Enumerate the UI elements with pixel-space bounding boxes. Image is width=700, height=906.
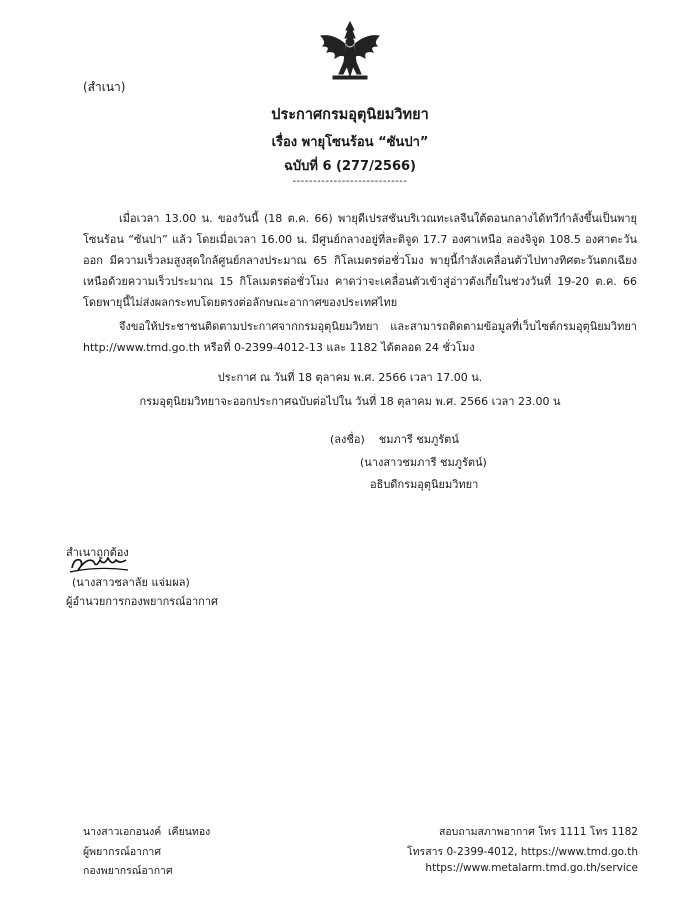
signer-position: อธิบดีกรมอุตุนิยมวิทยา xyxy=(370,478,479,491)
body-paragraph-2: จึงขอให้ประชาชนติดตามประกาศจากกรมอุตุนิยมวิทยา และสามารถติดตามข้อมูลที่เว็บไซต์กรมอุตุนิยมวิทยา http://www.tmd.go.th หรือที่ 0-2399-4012-13 และ 1182 ได้ตลอด 24 ชั่วโมง xyxy=(83,320,637,354)
footer-left-line-1: นางสาวเอกอนงค์ เคียนทอง xyxy=(83,826,211,838)
signed-line: (ลงชื่อ) ชมภารี ชมภูรัตน์ xyxy=(330,433,459,446)
announced-date: ประกาศ ณ วันที่ 18 ตุลาคม พ.ศ. 2566 เวลา 17.00 น. xyxy=(217,371,483,384)
copy-label: (สำเนา) xyxy=(83,80,126,94)
garuda-emblem-icon xyxy=(315,14,385,84)
footer-right-line-1: สอบถามสภาพอากาศ โทร 1111 โทร 1182 xyxy=(438,826,638,838)
announcement-issue: ฉบับที่ 6 (277/2566) xyxy=(284,159,416,174)
footer-left-line-3: กองพยากรณ์อากาศ xyxy=(83,865,173,877)
footer-right-line-3: https://www.metalarm.tmd.go.th/service xyxy=(425,862,638,874)
announcement-title: ประกาศกรมอุตุนิยมวิทยา xyxy=(271,107,429,123)
footer-left-line-2: ผู้พยากรณ์อากาศ xyxy=(83,846,161,858)
footer-right-line-2: โทรสาร 0-2399-4012, https://www.tmd.go.th xyxy=(407,846,638,858)
separator-line: ---------------------------- xyxy=(292,176,408,187)
certifier-position: ผู้อำนวยการกองพยากรณ์อากาศ xyxy=(66,595,219,608)
signer-full-name: (นางสาวชมภารี ชมภูรัตน์) xyxy=(360,456,487,469)
next-issue-note: กรมอุตุนิยมวิทยาจะออกประกาศฉบับต่อไปใน วันที่ 18 ตุลาคม พ.ศ. 2566 เวลา 23.00 น xyxy=(139,395,561,408)
certifier-name: (นางสาวชลาลัย แจ่มผล) xyxy=(72,576,190,589)
announcement-subject: เรื่อง พายุโซนร้อน “ซันปา” xyxy=(271,135,429,150)
body-paragraph-1: เมื่อเวลา 13.00 น. ของวันนี้ (18 ต.ค. 66) พายุดีเปรสชันบริเวณทะเลจีนใต้ตอนกลางได้ทวีกำลังขึ้นเป็นพายุโซนร้อน “ซันปา” แล้ว โดยเมื่อเวลา 16.00 น. มีศูนย์กลางอยู่ที่ละติจูด 17.7 องศาเหนือ ลองจิจูด 108.5 องศาตะวันออก มีความเร็วลมสูงสุดใกล้ศูนย์กลางประมาณ 65 กิโลเมตรต่อชั่วโมง พายุนี้กำลังเคลื่อนตัวไปทางทิศตะวันตกเฉียงเหนือด้วยความเร็วประมาณ 15 กิโลเมตรต่อชั่วโมง คาดว่าจะเคลื่อนตัวเข้าสู่อ่าวตังเกี๋ยในช่วงวันที่ 19-20 ต.ค. 66 โดยพายุนี้ไม่ส่งผลกระทบโดยตรงต่อลักษณะอากาศของประเทศไทย xyxy=(83,212,637,309)
certified-copy-label: สำเนาถูกต้อง xyxy=(66,546,129,559)
